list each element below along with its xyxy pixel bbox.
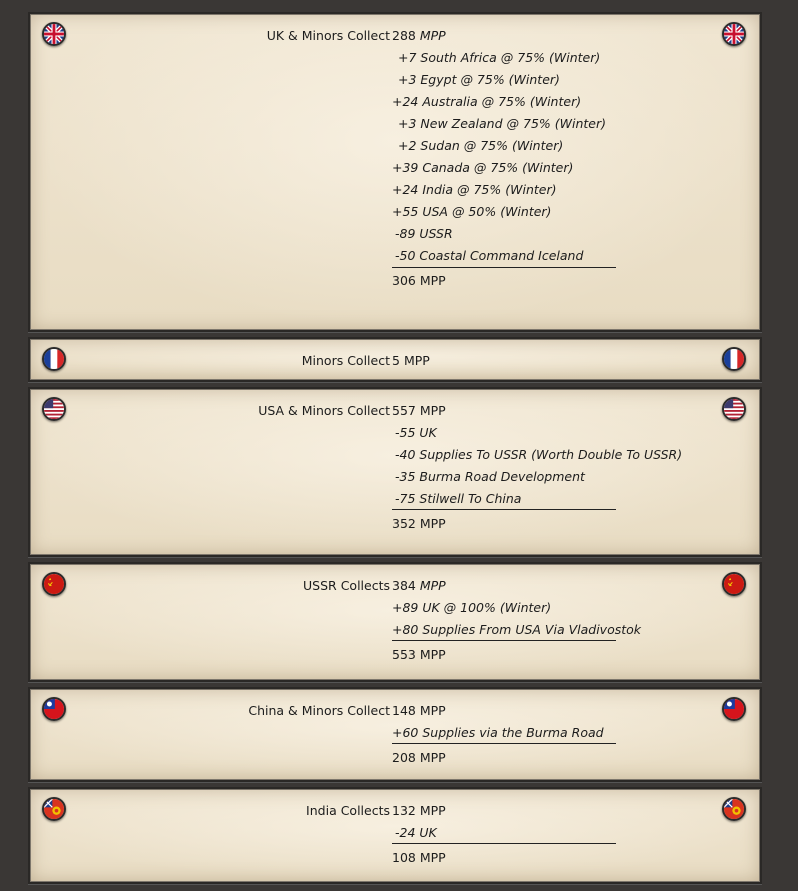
uk-flag-icon — [722, 22, 746, 46]
income-item: +3 Egypt @ 75% (Winter) — [398, 72, 560, 87]
income-item: +39 Canada @ 75% (Winter) — [392, 160, 574, 175]
collect-amount: 132 MPP — [392, 803, 446, 818]
income-item: -89 USSR — [395, 226, 453, 241]
income-item: +55 USA @ 50% (Winter) — [392, 204, 552, 219]
panel-india — [28, 787, 762, 884]
collect-amount: 148 MPP — [392, 703, 446, 718]
sum-divider — [392, 509, 616, 510]
income-item: +80 Supplies From USA Via Vladivostok — [392, 622, 642, 637]
collect-header-label: USA & Minors Collect — [258, 403, 390, 418]
panel-uk — [28, 12, 762, 332]
collect-amount: 288 MPP — [392, 28, 446, 43]
panel-france — [28, 337, 762, 382]
collect-amount: 384 MPP — [392, 578, 446, 593]
ussr-flag-icon — [722, 572, 746, 596]
panel-china — [28, 687, 762, 782]
income-item: -35 Burma Road Development — [395, 469, 585, 484]
total-amount: 108 MPP — [392, 850, 446, 865]
sum-divider — [392, 743, 616, 744]
france-flag-icon — [722, 347, 746, 371]
total-amount: 306 MPP — [392, 273, 446, 288]
total-amount: 352 MPP — [392, 516, 446, 531]
sum-divider — [392, 267, 616, 268]
collect-amount: 5 MPP — [392, 353, 430, 368]
income-item: -40 Supplies To USSR (Worth Double To USSR) — [395, 447, 683, 462]
income-item: -55 UK — [395, 425, 437, 440]
panel-usa — [28, 387, 762, 557]
income-item: +2 Sudan @ 75% (Winter) — [398, 138, 564, 153]
collect-header-label: UK & Minors Collect — [266, 28, 390, 43]
total-amount: 553 MPP — [392, 647, 446, 662]
income-item: +24 India @ 75% (Winter) — [392, 182, 557, 197]
usa-flag-icon — [722, 397, 746, 421]
income-item: +60 Supplies via the Burma Road — [392, 725, 604, 740]
collect-header-label: Minors Collect — [301, 353, 390, 368]
china-flag-icon — [722, 697, 746, 721]
income-item: -75 Stilwell To China — [395, 491, 522, 506]
total-amount: 208 MPP — [392, 750, 446, 765]
collect-header-label: China & Minors Collect — [248, 703, 390, 718]
collect-amount: 557 MPP — [392, 403, 446, 418]
income-item: +89 UK @ 100% (Winter) — [392, 600, 552, 615]
income-item: +3 New Zealand @ 75% (Winter) — [398, 116, 606, 131]
panel-ussr — [28, 562, 762, 682]
income-item: -50 Coastal Command Iceland — [395, 248, 584, 263]
sum-divider — [392, 640, 616, 641]
collect-header-label: USSR Collects — [303, 578, 390, 593]
collect-header-label: India Collects — [306, 803, 390, 818]
income-item: -24 UK — [395, 825, 437, 840]
sum-divider — [392, 843, 616, 844]
income-item: +24 Australia @ 75% (Winter) — [392, 94, 582, 109]
income-item: +7 South Africa @ 75% (Winter) — [398, 50, 601, 65]
india-flag-icon — [722, 797, 746, 821]
